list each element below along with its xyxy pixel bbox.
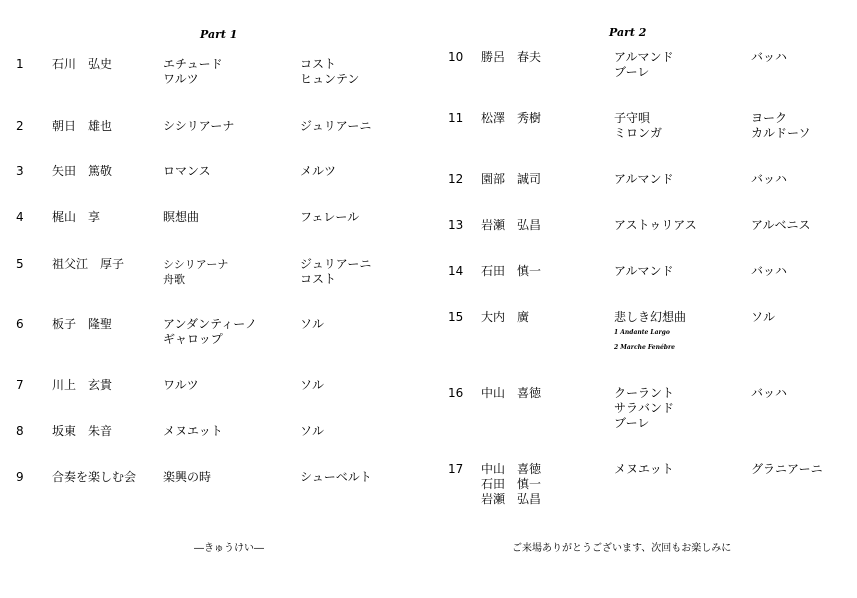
composer-names (300, 470, 372, 485)
composer-name: バッハ (751, 264, 788, 278)
performer-name: 松澤 秀樹 (481, 111, 542, 125)
composer-name: バッハ (751, 50, 788, 64)
composer-name: バッハ (751, 172, 788, 186)
piece-title: ミロンガ (614, 126, 663, 140)
piece-title: ワルツ (163, 378, 199, 392)
piece-title: 子守唄 (614, 111, 651, 125)
composer-names (751, 386, 787, 401)
performer-name: 板子 隆聖 (52, 317, 113, 331)
piece-titles (163, 164, 211, 179)
piece-title: ギャロップ (163, 332, 223, 346)
composer-names (751, 218, 811, 233)
composer-names (751, 172, 787, 187)
performance-number: 6 (16, 317, 24, 331)
performer-names (52, 378, 112, 393)
composer-names (751, 111, 811, 141)
composer-names (751, 264, 787, 279)
piece-title: ワルツ (163, 72, 199, 86)
performer-names (481, 172, 541, 187)
piece-title: アンダンティーノ (163, 317, 257, 331)
composer-name: コスト (300, 57, 337, 71)
performer-names (481, 50, 541, 65)
piece-titles (614, 50, 674, 80)
composer-names (751, 310, 775, 325)
performer-name: 中山 喜徳 (481, 386, 542, 400)
performance-number: 16 (448, 386, 464, 400)
performer-name: 祖父江 厚子 (52, 257, 125, 271)
intermission-note: ―きゅうけい― (194, 543, 264, 554)
piece-titles (163, 378, 199, 393)
performer-name: 川上 玄貴 (52, 378, 113, 392)
piece-titles (163, 470, 211, 485)
movement-title: 1 Andante Largo (614, 329, 670, 336)
composer-name: ヒュンテン (300, 72, 360, 86)
piece-title: シシリアーナ (163, 119, 235, 133)
performance-number: 4 (16, 210, 24, 224)
performance-number: 11 (448, 111, 464, 125)
piece-titles (163, 317, 257, 347)
composer-name: ジュリアーニ (300, 119, 372, 133)
composer-name: シューベルト (300, 470, 372, 484)
performance-number: 5 (16, 257, 24, 271)
performance-number: 7 (16, 378, 24, 392)
piece-titles (163, 257, 228, 287)
composer-name: メルツ (300, 164, 337, 178)
piece-titles (614, 218, 697, 233)
performer-names (481, 264, 541, 279)
composer-name: グラニアーニ (751, 462, 823, 476)
performer-name: 岩瀬 弘昌 (481, 218, 542, 232)
composer-names (300, 424, 324, 439)
performer-names (52, 210, 100, 225)
composer-name: ソル (300, 317, 325, 331)
performer-name: 坂東 朱音 (52, 424, 113, 438)
performer-names (52, 257, 124, 272)
composer-name: ソル (751, 310, 776, 324)
performance-number: 2 (16, 119, 24, 133)
composer-name: フェレール (300, 210, 360, 224)
piece-titles (614, 310, 686, 355)
piece-titles (163, 424, 223, 439)
performer-name: 梶山 享 (52, 210, 101, 224)
performer-name: 矢田 篤敬 (52, 164, 113, 178)
part-1-title: Part 1 (200, 28, 238, 41)
composer-name: ヨーク (751, 111, 788, 125)
piece-title: サラバンド (614, 401, 675, 415)
piece-titles (163, 119, 234, 134)
performer-names (52, 119, 112, 134)
piece-title: クーラント (614, 386, 675, 400)
piece-titles (614, 264, 674, 279)
composer-names (751, 462, 823, 477)
piece-title: 悲しき幻想曲 (614, 310, 687, 324)
performance-number: 10 (448, 50, 464, 64)
performance-number: 8 (16, 424, 24, 438)
piece-title: ブーレ (614, 416, 650, 430)
composer-name: ジュリアーニ (300, 257, 372, 271)
composer-name: カルドーソ (751, 126, 811, 140)
piece-titles (614, 172, 674, 187)
piece-title: アストゥリアス (614, 218, 697, 232)
piece-titles (614, 386, 674, 431)
part-2-title: Part 2 (609, 26, 647, 39)
performer-names (481, 386, 541, 401)
movement-title: 2 Marche Fenébre (614, 344, 675, 351)
piece-title: 瞑想曲 (163, 210, 200, 224)
closing-message: ご来場ありがとうございます、次回もお楽しみに (512, 543, 732, 554)
performer-name: 岩瀬 弘昌 (481, 492, 542, 506)
composer-names (300, 317, 324, 332)
performance-number: 15 (448, 310, 464, 324)
performer-names (52, 164, 112, 179)
composer-name: アルベニス (751, 218, 811, 232)
performer-name: 勝呂 春夫 (481, 50, 542, 64)
performance-number: 17 (448, 462, 464, 476)
piece-title: アルマンド (614, 172, 674, 186)
performer-name: 大内 廣 (481, 310, 530, 324)
composer-name: バッハ (751, 386, 788, 400)
performer-name: 朝日 雄也 (52, 119, 113, 133)
performance-number: 1 (16, 57, 24, 71)
performer-names (52, 317, 112, 332)
performer-names (481, 310, 529, 325)
piece-title: アルマンド (614, 264, 674, 278)
performance-number: 3 (16, 164, 24, 178)
piece-titles (163, 210, 199, 225)
composer-name: ソル (300, 378, 325, 392)
composer-names (300, 378, 324, 393)
composer-names (300, 119, 371, 134)
performer-names (52, 424, 112, 439)
composer-names (300, 57, 359, 87)
performer-names (52, 57, 112, 72)
piece-title: アルマンド (614, 50, 674, 64)
piece-title: エチュード (163, 57, 223, 71)
piece-titles (614, 462, 674, 477)
composer-names (300, 257, 371, 287)
piece-titles (614, 111, 662, 141)
piece-title: 舟歌 (163, 273, 185, 286)
performer-name: 石田 慎一 (481, 477, 542, 491)
performer-name: 園部 誠司 (481, 172, 542, 186)
performer-name: 合奏を楽しむ会 (52, 470, 137, 484)
performer-names (481, 218, 541, 233)
piece-title: メヌエット (163, 424, 223, 438)
piece-title: ロマンス (163, 164, 211, 178)
performer-names (481, 462, 541, 507)
performer-names (52, 470, 136, 485)
composer-names (300, 210, 359, 225)
performance-number: 9 (16, 470, 24, 484)
composer-name: ソル (300, 424, 325, 438)
piece-title: 楽興の時 (163, 470, 212, 484)
composer-name: コスト (300, 272, 337, 286)
performer-name: 石川 弘史 (52, 57, 113, 71)
performance-number: 13 (448, 218, 464, 232)
performer-name: 中山 喜徳 (481, 462, 542, 476)
piece-title: メヌエット (614, 462, 674, 476)
composer-names (751, 50, 787, 65)
performer-names (481, 111, 541, 126)
performance-number: 14 (448, 264, 464, 278)
piece-title: シシリアーナ (163, 258, 229, 271)
performance-number: 12 (448, 172, 464, 186)
performer-name: 石田 慎一 (481, 264, 542, 278)
piece-title: ブーレ (614, 65, 650, 79)
piece-titles (163, 57, 223, 87)
composer-names (300, 164, 336, 179)
